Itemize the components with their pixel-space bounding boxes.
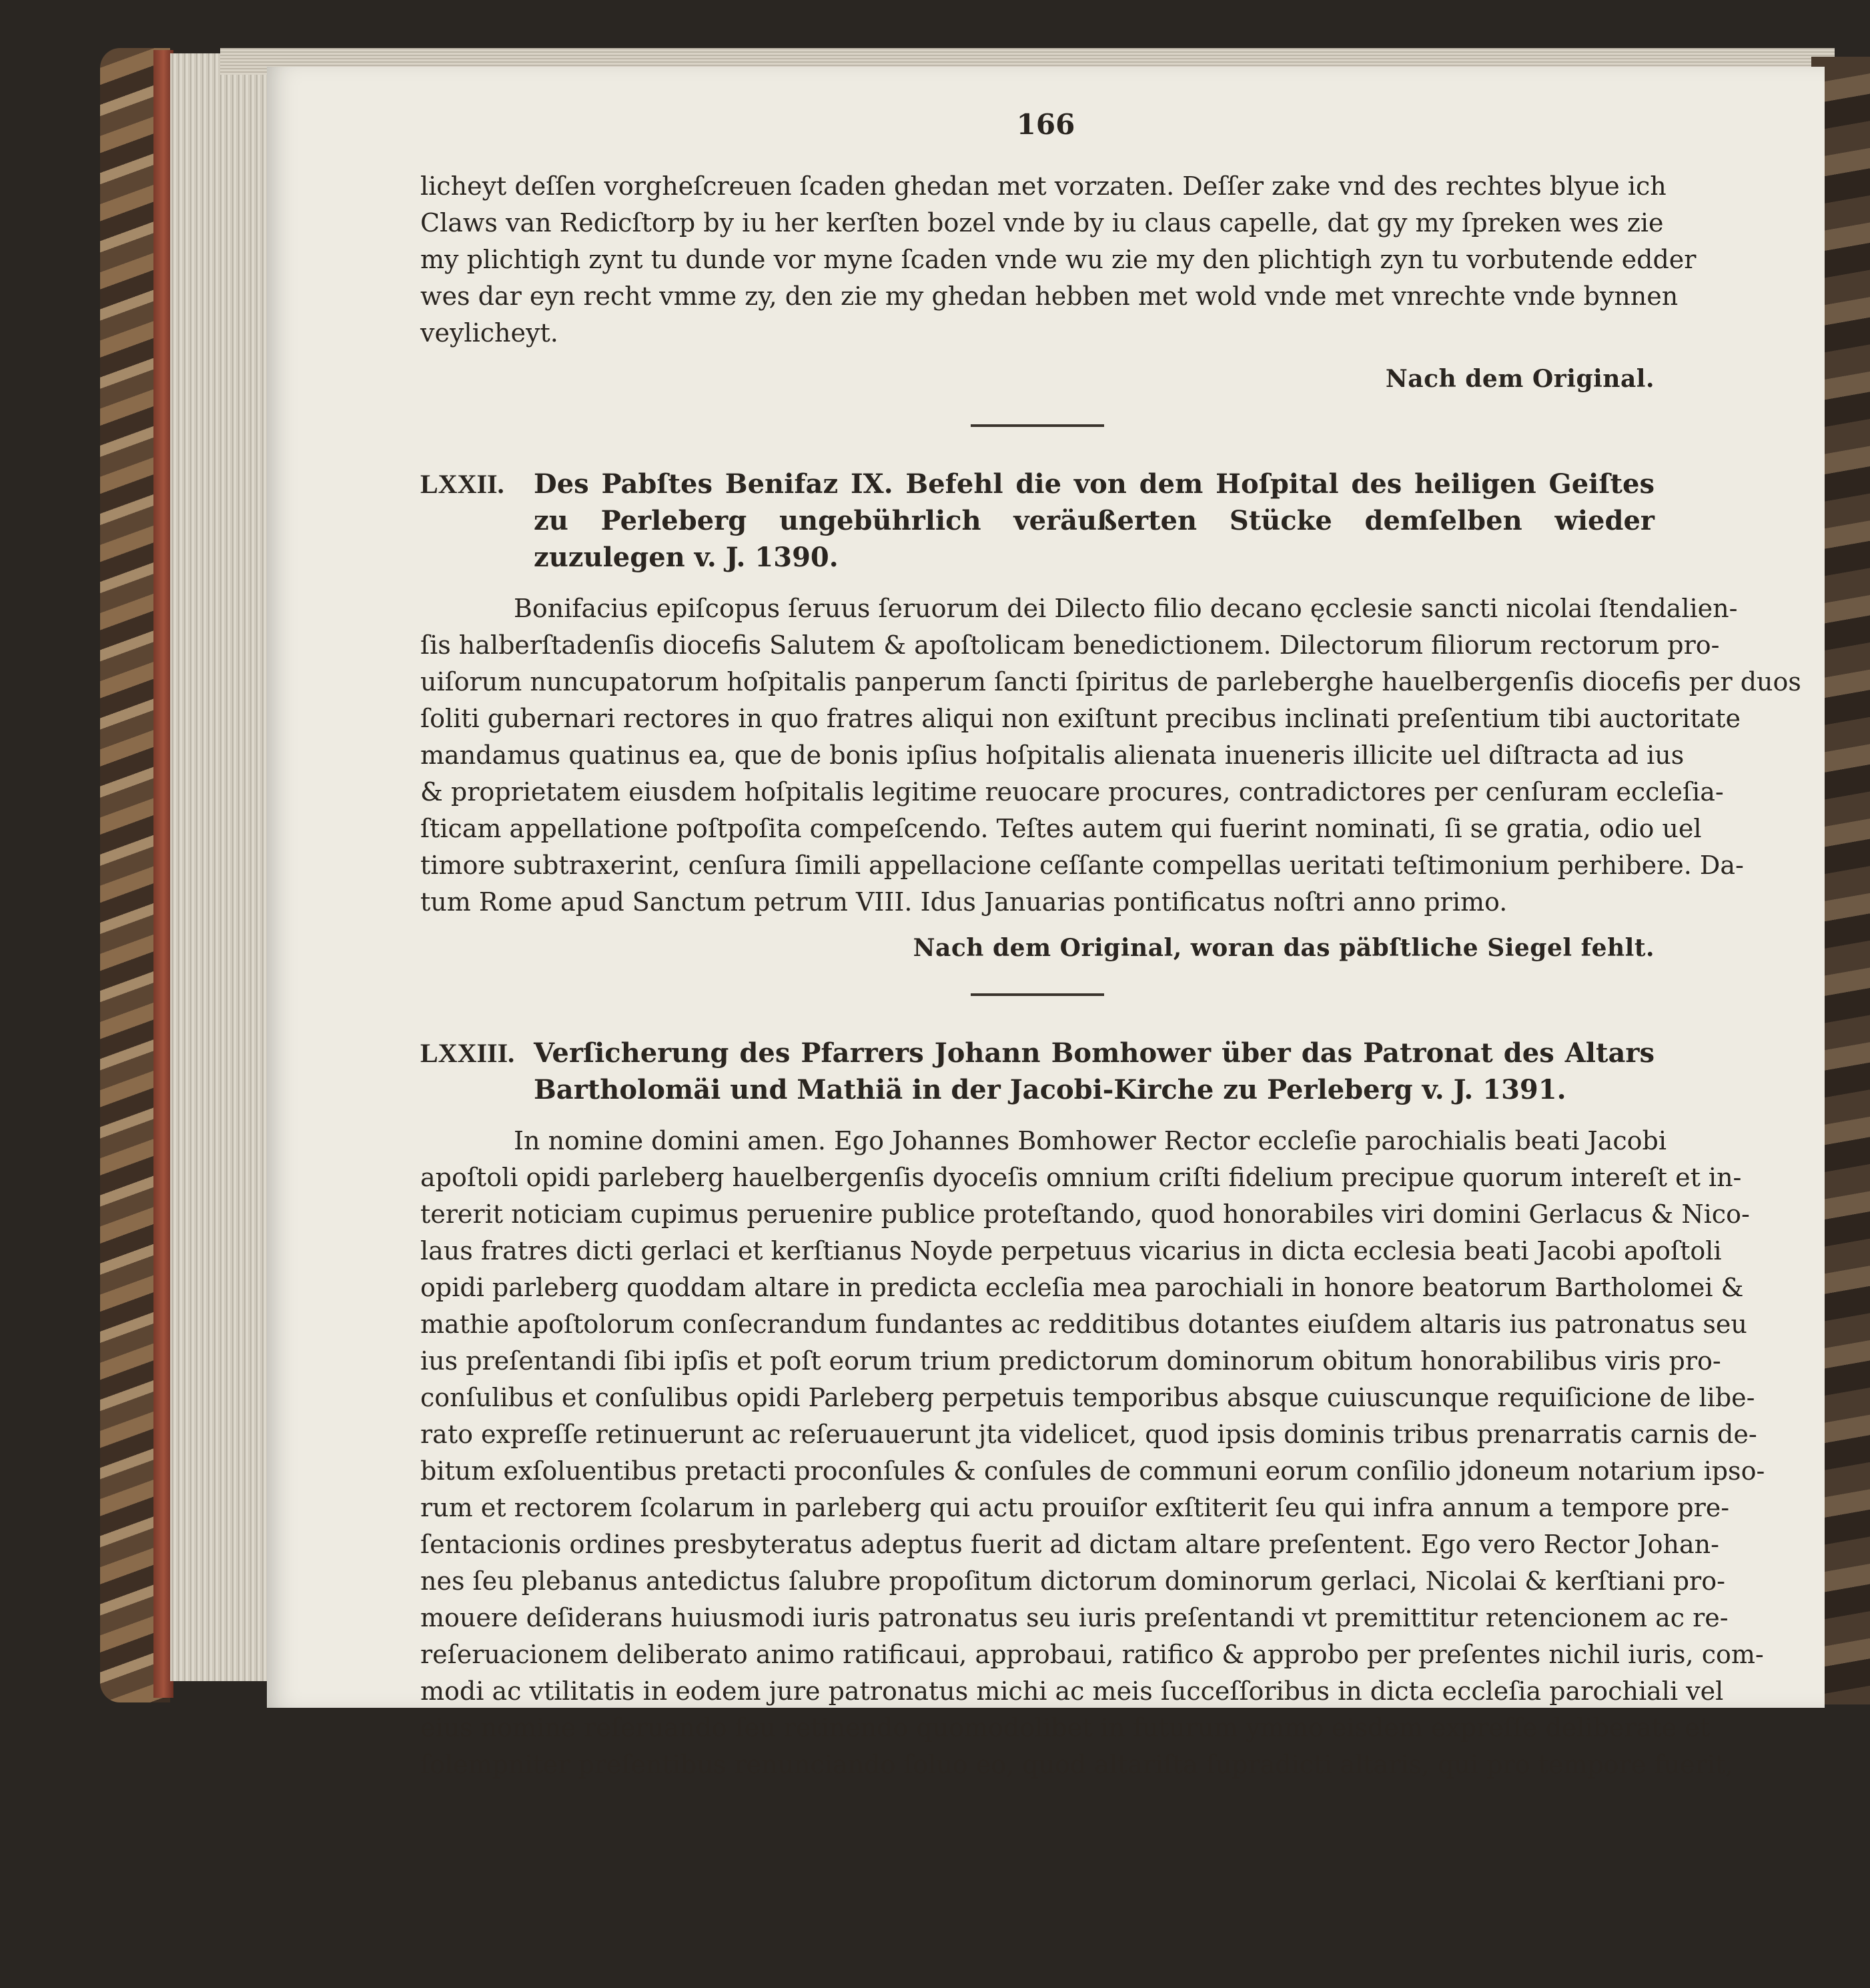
text-line: ſentacionis ordines presbyteratus adeptus fuerit ad dictam altare preſentent. Ego vero Rector Johan- (420, 1530, 1719, 1559)
text-line: ſis halberſtadenſis diocefis Salutem & apoſtolicam benedictionem. Dilectorum filiorum rectorum pro- (420, 630, 1720, 660)
page-content (420, 168, 1801, 1783)
text-line: mandamus quatinus ea, que de bonis ipſius hoſpitalis alienata inueneris illicite uel diſtracta ad ius (420, 740, 1685, 770)
section-title: Des Pabſtes Benifaz IX. Befehl die von dem Hoſpital des heiligen Geiſtes zu Perleberg ungebührlich veräußerten Stücke demſelben wieder zuzulegen v. J. 1390. (534, 468, 1655, 573)
text-line: ſolempniter preſentibus renunciando ſoluo eo, quod altariſta ſupradicti altaris, qui pro tempore fuerit, (420, 1750, 1734, 1779)
text-line: modi ac vtilitatis in eodem jure patronatus michi ac meis ſucceſſoribus in dicta eccleſia parochiali vel (420, 1676, 1724, 1706)
text-line: bitum exſoluentibus pretacti proconſules & conſules de communi eorum conſilio jdoneum notarium ipso- (420, 1456, 1765, 1486)
page-edges-left (170, 53, 270, 1681)
text-line: laus fratres dicti gerlaci et kerſtianus Noyde perpetuus vicarius in dicta ecclesia beati Jacobi apoſtoli (420, 1236, 1722, 1266)
section-number: LXXIII. (420, 1038, 515, 1068)
text-line: uiſorum nuncupatorum hoſpitalis panperum ſancti ſpiritus de parleberghe hauelbergenſis diocefis per duos (420, 667, 1801, 696)
text-line: tererit noticiam cupimus peruenire publice proteſtando, quod honorabiles viri domini Gerlacus & Nico- (420, 1199, 1750, 1229)
text-line: rato expreſſe retinuerunt ac reſeruauerunt jta videlicet, quod ipsis dominis tribus prenarratis carnis de- (420, 1420, 1757, 1449)
continuation-paragraph (420, 168, 1697, 352)
section-number: LXXII. (420, 469, 504, 499)
text-line: opidi parleberg quoddam altare in predicta eccleſia mea parochiali in honore beatorum Bartholomei & (420, 1273, 1744, 1302)
text-line: timore subtraxerint, cenſura ſimili appellacione ceſſante compellas ueritati teſtimonium perhibere. Da- (420, 851, 1744, 880)
section-title: Verſicherung des Pfarrers Johann Bomhower über das Patronat des Altars Bartholomäi und Mathiä in der Jacobi-Kirche zu Perleberg v. J. 1391. (534, 1037, 1655, 1105)
section-divider (971, 424, 1104, 427)
text-line: tum Rome apud Sanctum petrum VIII. Idus Januarias pontificatus noſtri anno primo. (420, 887, 1508, 917)
text-line: Claws van Redicſtorp by iu her kerſten bozel vnde by iu claus capelle, dat gy my ſpreken wes zie (420, 208, 1664, 237)
source-note: Nach dem Original. (1385, 365, 1655, 393)
text-line: eius nomine reſeruando ſeu retinendo quomodolibet in futurum ymmo eisdem expreſſe deliberate et (420, 1713, 1710, 1743)
document-paragraph (420, 590, 1801, 921)
text-line: ius preſentandi ſibi ipſis et poſt eorum trium predictorum dominorum obitum honorabilibus viris pro- (420, 1346, 1721, 1376)
text-line: mouere deſiderans huiusmodi iuris patronatus seu iuris preſentandi vt premittitur retencionem ac re- (420, 1603, 1729, 1632)
text-line: licheyt deſſen vorgheſcreuen ſcaden ghedan met vorzaten. Deſſer zake vnd des rechtes blyue ich (420, 171, 1667, 201)
text-line: reſeruacionem deliberato animo ratificaui, approbaui, ratifico & approbo per preſentes nichil iuris, com- (420, 1640, 1764, 1669)
text-line: mathie apoſtolorum conſecrandum fundantes ac redditibus dotantes eiuſdem altaris ius patronatus seu (420, 1310, 1747, 1339)
text-line: ſoliti gubernari rectores in quo fratres aliqui non exiſtunt precibus inclinati preſentium tibi auctoritate (420, 704, 1741, 733)
text-line: conſulibus et conſulibus opidi Parleberg perpetuis temporibus absque cuiuscunque requiſicione de libe- (420, 1383, 1755, 1412)
source-note: Nach dem Original, woran das päbſtliche Siegel fehlt. (913, 934, 1655, 962)
text-line: Bonifacius epiſcopus ſeruus ſeruorum dei Dilecto filio decano ęcclesie sancti nicolai ſtendalien- (514, 594, 1738, 623)
text-line: nes ſeu plebanus antedictus ſalubre propoſitum dictorum dominorum gerlaci, Nicolai & kerſtiani pro- (420, 1566, 1725, 1596)
text-line: wes dar eyn recht vmme zy, den zie my ghedan hebben met wold vnde met vnrechte vnde bynnen (420, 282, 1679, 311)
document-paragraph (420, 1123, 1765, 1783)
text-line: & proprietatem eiusdem hoſpitalis legitime reuocare procures, contradictores per cenſuram eccleſia- (420, 777, 1724, 807)
section-heading (420, 466, 1655, 576)
text-line: veylicheyt. (420, 318, 558, 348)
text-line: apoſtoli opidi parleberg hauelbergenſis dyoceſis omnium criſti fidelium precipue quorum intereſt et in- (420, 1163, 1742, 1192)
text-line: ſticam appellatione poſtpoſita compeſcendo. Teſtes autem qui fuerint nominati, ſi se gratia, odio uel (420, 814, 1702, 843)
page-number: 166 (1016, 108, 1075, 141)
text-line: my plichtigh zynt tu dunde vor myne ſcaden vnde wu zie my den plichtigh zyn tu vorbutende edder (420, 245, 1697, 274)
book-page (267, 67, 1825, 1779)
text-line: rum et rectorem ſcolarum in parleberg qui actu prouiſor exſtiterit ſeu qui infra annum a tempore pre- (420, 1493, 1730, 1522)
text-line: In nomine domini amen. Ego Johannes Bomhower Rector eccleſie parochialis beati Jacobi (514, 1126, 1667, 1155)
section-heading (420, 1035, 1655, 1108)
section-divider (971, 993, 1104, 996)
